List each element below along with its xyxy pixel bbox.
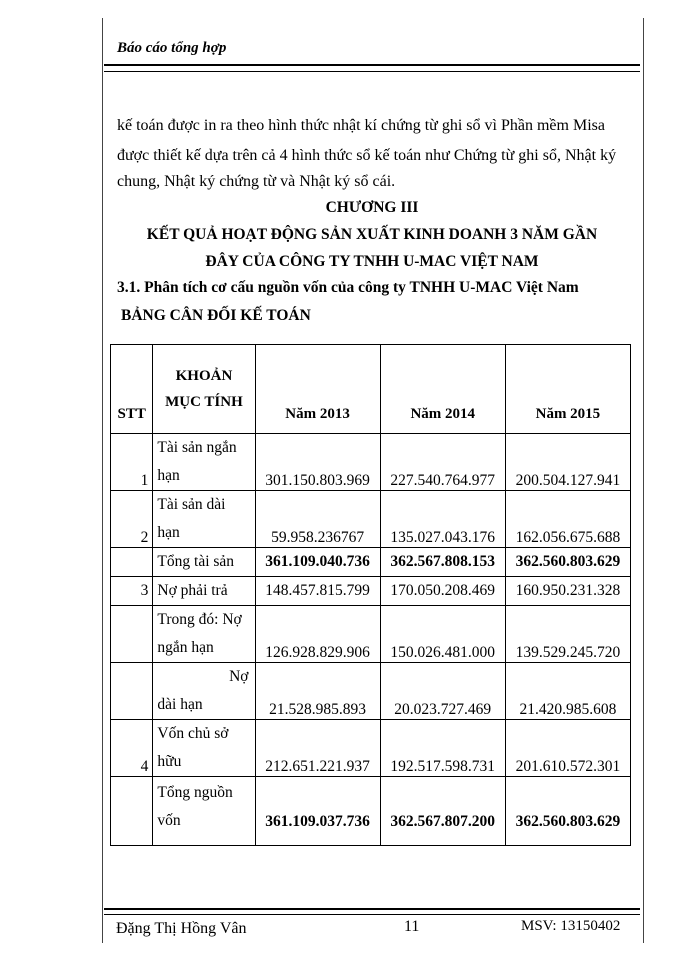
row-value-2014: 192.517.598.731 [380,720,505,777]
header-2013: Năm 2013 [255,345,380,434]
row-stt [111,663,153,720]
row-item [153,720,255,777]
chapter-title-line-1: KẾT QUẢ HOẠT ĐỘNG SẢN XUẤT KINH DOANH 3 NĂM GẦN [146,226,598,243]
row-value-2014: 362.567.808.153 [380,548,505,577]
row-item [153,663,255,720]
row-item-line-1: Tài sản ngắn [157,439,237,456]
row-value-2015: 362.560.803.629 [505,548,630,577]
row-stt [111,548,153,577]
table-row [111,577,631,606]
row-item [153,606,255,663]
row-value-2014: 362.567.807.200 [380,777,505,846]
row-value-2013: 59.958.236767 [255,491,380,548]
row-item-line-2: dài hạn [157,696,203,713]
row-item [153,434,255,491]
table-row [111,548,631,577]
row-value-2013: 301.150.803.969 [255,434,380,491]
row-item-line-2: hữu [157,753,182,770]
balance-sheet-table [110,344,631,846]
section-heading: 3.1. Phân tích cơ cấu nguồn vốn của công ty TNHH U-MAC Việt Nam [117,279,579,296]
row-value-2014: 170.050.208.469 [380,577,505,606]
header-divider [104,64,640,72]
row-item-line-1: Nợ [229,668,249,685]
header-title: Báo cáo tổng hợp [117,40,227,56]
row-item-line-2: hạn [157,467,180,484]
row-value-2015: 200.504.127.941 [505,434,630,491]
row-item-line-1: Tài sản dài [157,496,226,513]
row-item-line-2: ngắn hạn [157,639,214,656]
header-2014: Năm 2014 [380,345,505,434]
table-row [111,777,631,846]
header-item-line-1: KHOẢN [175,368,233,384]
header-stt: STT [111,345,153,434]
row-stt: 2 [111,491,153,548]
row-item-line-2: vốn [157,812,181,829]
row-stt: 1 [111,434,153,491]
table-title: BẢNG CÂN ĐỐI KẾ TOÁN [121,307,311,324]
row-value-2013: 361.109.040.736 [255,548,380,577]
row-item-line-2: hạn [157,524,180,541]
table-row [111,434,631,491]
row-item-line-1: Tổng nguồn [157,784,233,801]
table-row [111,720,631,777]
row-item-line-1: Trong đó: Nợ [157,611,242,628]
table-row [111,663,631,720]
header-2015: Năm 2015 [505,345,630,434]
row-item [153,777,255,846]
row-value-2014: 135.027.043.176 [380,491,505,548]
row-item-line-1: Vốn chủ sở [157,725,229,742]
row-value-2015: 362.560.803.629 [505,777,630,846]
table-row [111,606,631,663]
footer-author: Đặng Thị Hồng Vân [116,920,247,937]
row-value-2015: 139.529.245.720 [505,606,630,663]
row-value-2013: 126.928.829.906 [255,606,380,663]
header-item [153,345,255,434]
footer-divider [104,908,640,915]
row-value-2014: 150.026.481.000 [380,606,505,663]
page-number: 11 [404,918,420,935]
row-value-2013: 148.457.815.799 [255,577,380,606]
row-stt [111,777,153,846]
row-value-2015: 21.420.985.608 [505,663,630,720]
header-item-line-2: MỤC TÍNH [165,394,243,410]
student-id: MSV: 13150402 [521,918,621,934]
row-stt [111,606,153,663]
table-header-row [111,345,631,434]
row-value-2014: 20.023.727.469 [380,663,505,720]
row-value-2013: 361.109.037.736 [255,777,380,846]
intro-line-3: chung, Nhật ký chứng từ và Nhật ký sổ cái. [117,173,396,190]
row-value-2015: 160.950.231.328 [505,577,630,606]
row-value-2015: 201.610.572.301 [505,720,630,777]
intro-line-2: được thiết kế dựa trên cả 4 hình thức sổ kế toán như Chứng từ ghi sổ, Nhật ký [117,147,617,164]
intro-line-1: kế toán được in ra theo hình thức nhật kí chứng từ ghi sổ vì Phần mềm Misa [117,117,605,134]
row-stt: 4 [111,720,153,777]
row-stt: 3 [111,577,153,606]
table-row [111,491,631,548]
row-value-2015: 162.056.675.688 [505,491,630,548]
row-item: Tổng tài sản [153,548,255,577]
row-item [153,491,255,548]
row-value-2014: 227.540.764.977 [380,434,505,491]
chapter-title-line-2: ĐÂY CỦA CÔNG TY TNHH U-MAC VIỆT NAM [205,253,539,270]
row-item: Nợ phải trả [153,577,255,606]
row-value-2013: 212.651.221.937 [255,720,380,777]
row-value-2013: 21.528.985.893 [255,663,380,720]
chapter-label: CHƯƠNG III [325,199,419,216]
